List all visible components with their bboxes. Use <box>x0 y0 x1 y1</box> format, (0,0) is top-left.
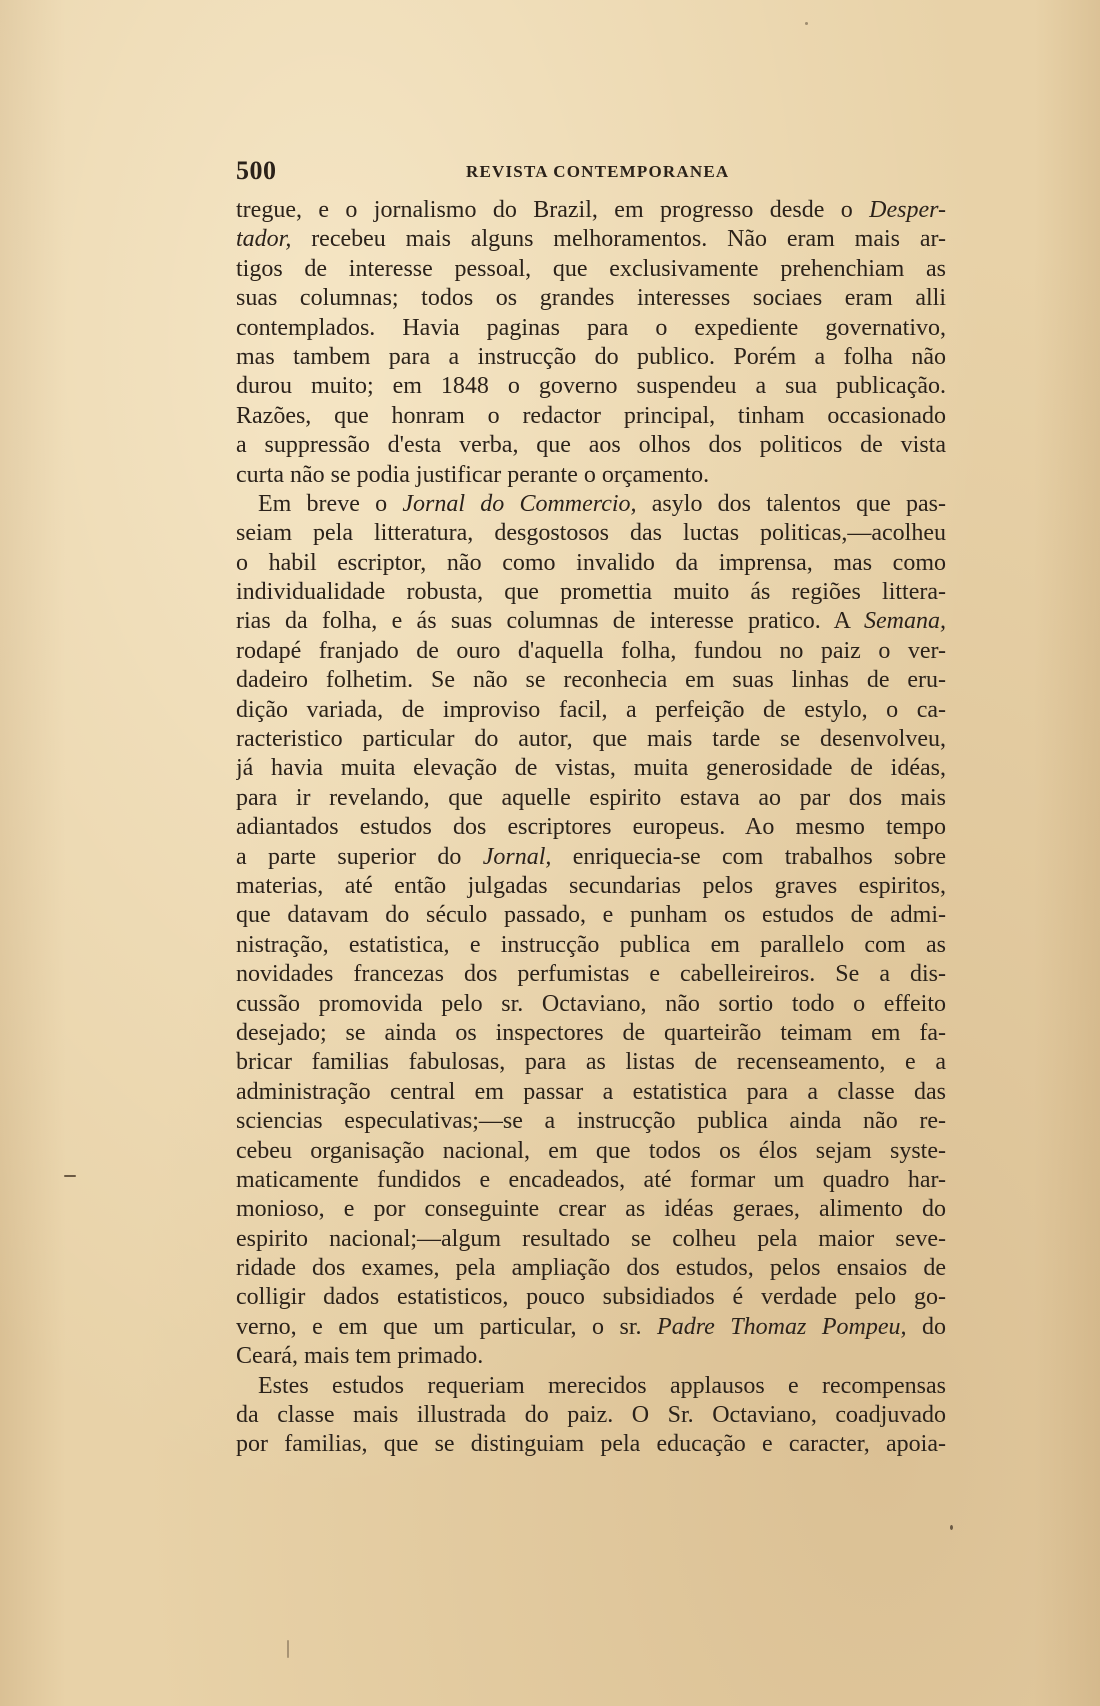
text-line: materias, até então julgadas secundarias pelos graves espiritos, <box>236 872 946 899</box>
text-line: a suppressão d'esta verba, que aos olhos dos politicos de vista <box>236 432 946 459</box>
text-line: que datavam do século passado, e punham os estudos de admi- <box>236 902 946 929</box>
text-line: nistração, estatistica, e instrucção publica em parallelo com as <box>236 931 946 958</box>
text-line: dição variada, de improviso facil, a perfeição de estylo, o ca- <box>236 696 946 723</box>
text-line: maticamente fundidos e encadeados, até formar um quadro har- <box>236 1166 946 1193</box>
text-line: curta não se podia justificar perante o orçamento. <box>236 461 710 488</box>
text-line: dadeiro folhetim. Se não se reconhecia em suas linhas de eru- <box>236 667 946 694</box>
text-line: Em breve o Jornal do Commercio, asylo dos talentos que pas- <box>258 490 946 517</box>
running-title: REVISTA CONTEMPORANEA <box>466 162 730 181</box>
text-line: tador, recebeu mais alguns melhoramentos. Não eram mais ar- <box>236 226 946 253</box>
text-line: já havia muita elevação de vistas, muita generosidade de idéas, <box>236 755 946 782</box>
text-line: rodapé franjado de ouro d'aquella folha, fundou no paiz o ver- <box>236 637 946 664</box>
text-line: sciencias especulativas;—se a instrucção publica ainda não re- <box>236 1108 946 1135</box>
text-line: Ceará, mais tem primado. <box>236 1343 484 1370</box>
text-line: espirito nacional;—algum resultado se colheu pela maior seve- <box>236 1225 946 1252</box>
text-line: contemplados. Havia paginas para o expediente governativo, <box>236 314 946 341</box>
text-line: tigos de interesse pessoal, que exclusivamente prehenchiam as <box>236 255 946 282</box>
text-line: Razões, que honram o redactor principal, tinham occasionado <box>236 402 946 429</box>
text-line: verno, e em que um particular, o sr. Padre Thomaz Pompeu, do <box>236 1313 946 1340</box>
body-text <box>236 196 946 1460</box>
text-line: colligir dados estatisticos, pouco subsidiados é verdade pelo go- <box>236 1284 946 1311</box>
text-line: cussão promovida pelo sr. Octaviano, não sortio todo o effeito <box>236 990 946 1017</box>
paper-speck <box>805 22 808 25</box>
text-line: durou muito; em 1848 o governo suspendeu a sua publicação. <box>236 373 946 400</box>
text-line: a parte superior do Jornal, enriquecia-se com trabalhos sobre <box>236 843 946 870</box>
text-line: suas columnas; todos os grandes interesses sociaes eram alli <box>236 285 946 312</box>
paper-speck <box>950 1525 953 1530</box>
text-line: adiantados estudos dos escriptores europeus. Ao mesmo tempo <box>236 814 946 841</box>
text-line: por familias, que se distinguiam pela educação e caracter, apoia- <box>236 1431 946 1458</box>
text-line: monioso, e por conseguinte crear as idéas geraes, alimento do <box>236 1196 946 1223</box>
text-line: ridade dos exames, pela ampliação dos estudos, pelos ensaios de <box>236 1255 946 1282</box>
paper-speck <box>287 1640 289 1658</box>
text-line: cebeu organisação nacional, em que todos os élos sejam syste- <box>236 1137 946 1164</box>
text-line: tregue, e o jornalismo do Brazil, em progresso desde o Desper- <box>236 197 946 223</box>
text-line: bricar familias fabulosas, para as listas de recenseamento, e a <box>236 1049 946 1076</box>
text-line: mas tambem para a instrucção do publico. Porém a folha não <box>236 343 946 370</box>
text-line: para ir revelando, que aquelle espirito estava ao par dos mais <box>236 784 946 811</box>
text-line: novidades francezas dos perfumistas e cabelleireiros. Se a dis- <box>236 961 946 988</box>
text-line: administração central em passar a estatistica para a classe das <box>236 1078 946 1105</box>
text-line: seiam pela litteratura, desgostosos das luctas politicas,—acolheu <box>236 520 946 547</box>
text-line: Estes estudos requeriam merecidos applausos e recompensas <box>258 1372 946 1399</box>
text-line: rias da folha, e ás suas columnas de interesse pratico. A Semana, <box>236 608 946 635</box>
page-number: 500 <box>236 156 277 185</box>
text-line: racteristico particular do autor, que mais tarde se desenvolveu, <box>236 726 946 753</box>
text-line: desejado; se ainda os inspectores de quarteirão teimam em fa- <box>236 1019 946 1046</box>
paper-speck <box>64 1175 76 1177</box>
text-line: o habil escriptor, não como invalido da imprensa, mas como <box>236 549 946 576</box>
text-line: da classe mais illustrada do paiz. O Sr. Octaviano, coadjuvado <box>236 1402 946 1429</box>
text-line: individualidade robusta, que promettia muito ás regiões littera- <box>236 579 946 606</box>
page-header <box>236 156 946 188</box>
